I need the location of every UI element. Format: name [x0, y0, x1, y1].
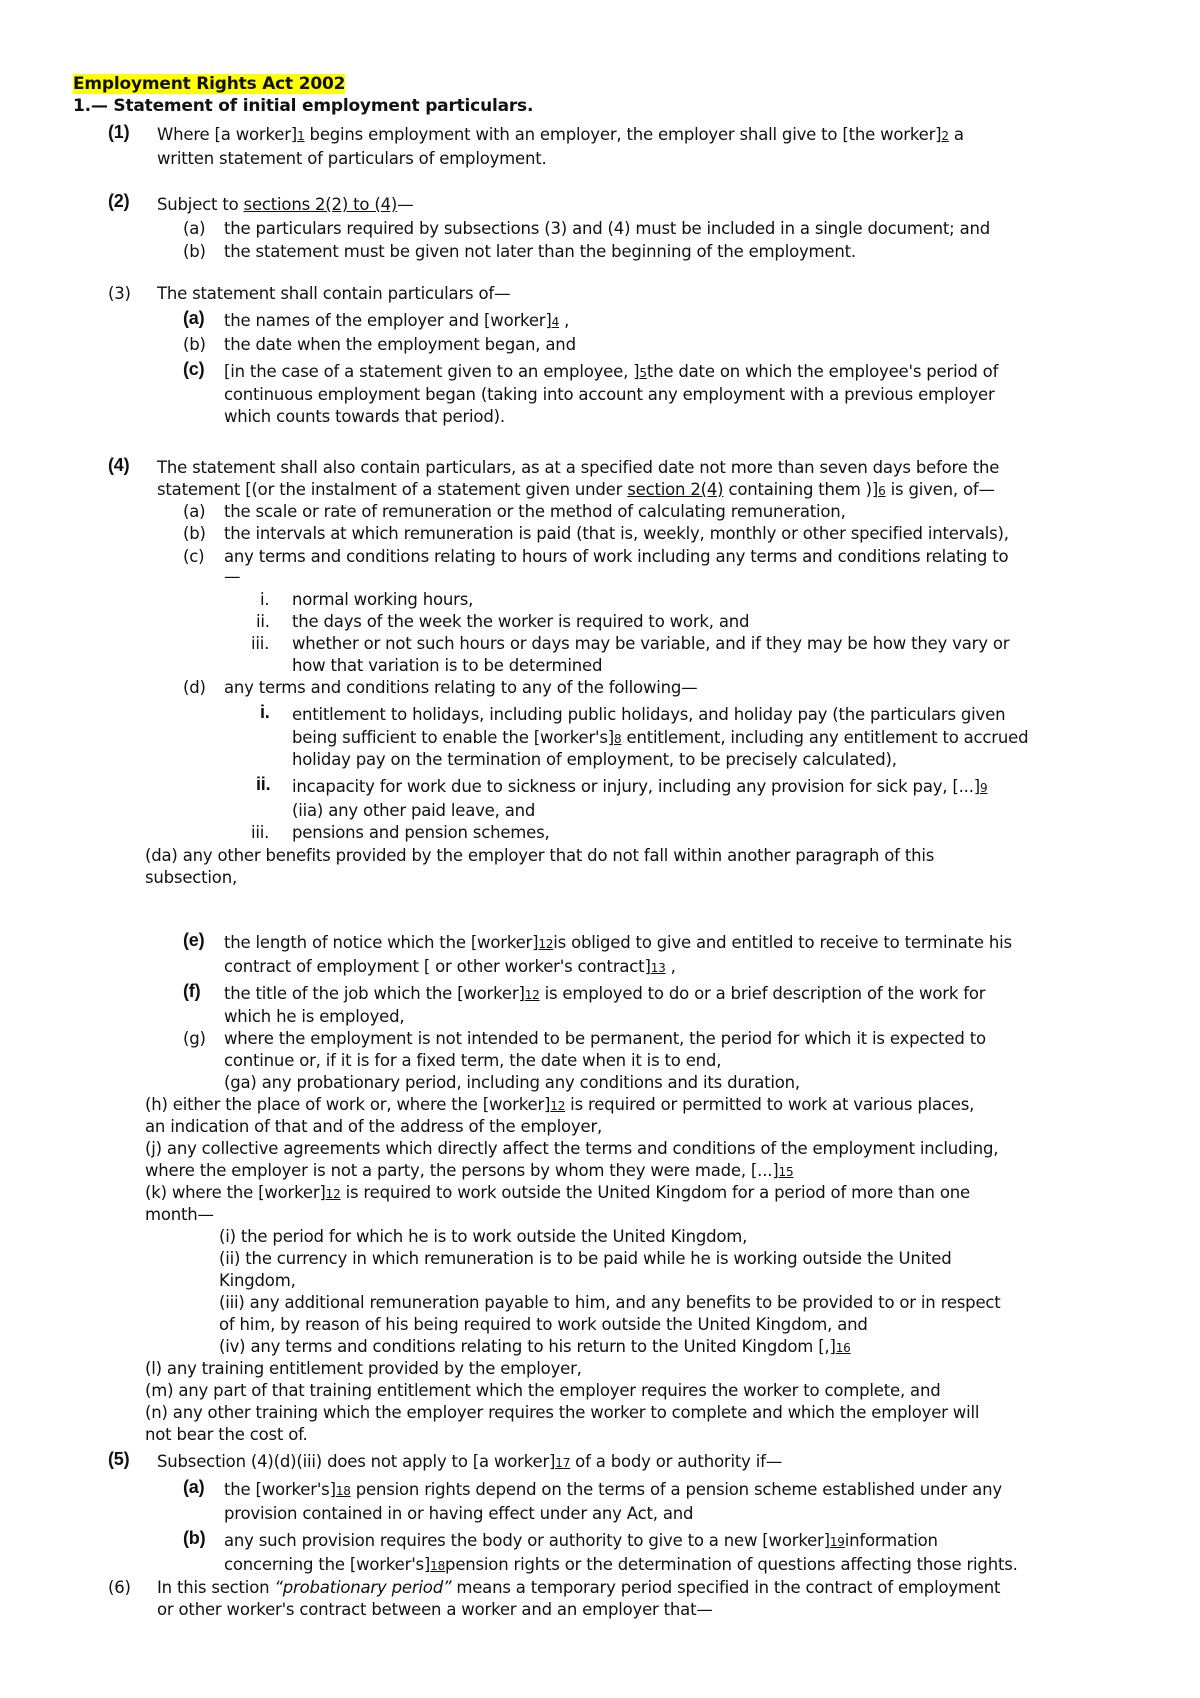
- text-line: where the employment is not intended to be permanent, the period for which it is expected to: [224, 1029, 986, 1048]
- text-line: [in the case of a statement given to an employee, ]5the date on which the employee's period of: [224, 362, 999, 381]
- text-line: the statement must be given not later than the beginning of the employment.: [224, 242, 856, 261]
- text-line: any such provision requires the body or authority to give to a new [worker]19information: [224, 1531, 938, 1550]
- text-line: Subsection (4)(d)(iii) does not apply to [a worker]17 of a body or authority if—: [157, 1452, 782, 1471]
- text-line: pensions and pension schemes,: [292, 823, 550, 842]
- text-line: —: [224, 567, 241, 586]
- text-line: normal working hours,: [292, 590, 474, 609]
- footnote-ref[interactable]: 16: [835, 1341, 851, 1355]
- item-number: iii.: [251, 634, 270, 653]
- item-number: i.: [260, 702, 270, 722]
- text-line: the [worker's]18 pension rights depend on the terms of a pension scheme established under any: [224, 1480, 1002, 1499]
- text-line: being sufficient to enable the [worker's]8 entitlement, including any entitlement to accrued: [292, 728, 1029, 747]
- text-line: (k) where the [worker]12 is required to work outside the United Kingdom for a period of more than one: [145, 1183, 970, 1202]
- document-title: Employment Rights Act 2002: [73, 74, 346, 94]
- subsection-number: (1): [108, 122, 130, 142]
- defined-term: “probationary period”: [274, 1578, 452, 1597]
- text-line: Subject to sections 2(2) to (4)—: [157, 195, 414, 214]
- item-number: ii.: [256, 774, 271, 794]
- text-line: provision contained in or having effect under any Act, and: [224, 1504, 694, 1523]
- text-line: month—: [145, 1205, 214, 1224]
- item-number: (a): [183, 1477, 205, 1497]
- text-line: subsection,: [145, 868, 237, 887]
- footnote-ref[interactable]: 17: [555, 1456, 571, 1470]
- subsection-number: (6): [108, 1578, 131, 1597]
- text-line: (ii) the currency in which remuneration is to be paid while he is working outside the United: [219, 1249, 952, 1268]
- text-line: of him, by reason of his being required to work outside the United Kingdom, and: [219, 1315, 868, 1334]
- text-line: Where [a worker]1 begins employment with an employer, the employer shall give to [the worker]2 a: [157, 125, 964, 144]
- item-number: (a): [183, 219, 206, 238]
- footnote-ref[interactable]: 6: [878, 484, 886, 498]
- footnote-ref[interactable]: 18: [335, 1484, 351, 1498]
- text-line: an indication of that and of the address of the employer,: [145, 1117, 603, 1136]
- text-line: The statement shall contain particulars of—: [157, 284, 511, 303]
- subsection-number: (5): [108, 1449, 130, 1469]
- section-link[interactable]: section 2(4): [627, 480, 724, 499]
- item-number: (c): [183, 547, 205, 566]
- text-line: Kingdom,: [219, 1271, 296, 1290]
- text-line: (l) any training entitlement provided by the employer,: [145, 1359, 582, 1378]
- subsection-number: (4): [108, 455, 130, 475]
- text-line: incapacity for work due to sickness or injury, including any provision for sick pay, [...]9: [292, 777, 988, 796]
- text-line: not bear the cost of.: [145, 1425, 308, 1444]
- footnote-ref[interactable]: 4: [551, 315, 560, 329]
- text-line: (iia) any other paid leave, and: [292, 801, 536, 820]
- item-number: (b): [183, 1528, 206, 1548]
- text-line: which he is employed,: [224, 1007, 405, 1026]
- text-line: written statement of particulars of employment.: [157, 149, 547, 168]
- footnote-ref[interactable]: 12: [325, 1187, 341, 1201]
- item-number: (e): [183, 930, 205, 950]
- section-heading: 1.— Statement of initial employment particulars.: [73, 96, 534, 116]
- text-line: (h) either the place of work or, where the [worker]12 is required or permitted to work at various places,: [145, 1095, 975, 1114]
- item-number: i.: [260, 590, 270, 609]
- text-line: whether or not such hours or days may be variable, and if they may be how they vary or: [292, 634, 1010, 653]
- section-link[interactable]: sections 2(2) to (4): [243, 195, 398, 214]
- footnote-ref[interactable]: 18: [430, 1559, 446, 1573]
- text-line: statement [(or the instalment of a statement given under section 2(4) containing them )]6 is given, of—: [157, 480, 995, 499]
- text-line: the scale or rate of remuneration or the method of calculating remuneration,: [224, 502, 846, 521]
- subsection-number: (3): [108, 284, 131, 303]
- item-number: (f): [183, 981, 201, 1001]
- text-line: (i) the period for which he is to work outside the United Kingdom,: [219, 1227, 748, 1246]
- footnote-ref[interactable]: 15: [778, 1165, 794, 1179]
- text-line: the length of notice which the [worker]12is obliged to give and entitled to receive to terminate his: [224, 933, 1012, 952]
- item-number: (b): [183, 242, 206, 261]
- item-number: iii.: [251, 823, 270, 842]
- item-number: ii.: [256, 612, 270, 631]
- footnote-ref[interactable]: 12: [524, 988, 540, 1002]
- item-number: (g): [183, 1029, 206, 1048]
- footnote-ref[interactable]: 12: [538, 937, 554, 951]
- text-line: (m) any part of that training entitlement which the employer requires the worker to complete, and: [145, 1381, 941, 1400]
- text-line: the title of the job which the [worker]12 is employed to do or a brief description of the work for: [224, 984, 986, 1003]
- footnote-ref[interactable]: 13: [650, 961, 666, 975]
- item-number: (c): [183, 359, 205, 379]
- footnote-ref[interactable]: 1: [297, 129, 305, 143]
- text-line: concerning the [worker's]18pension rights or the determination of questions affecting those rights.: [224, 1555, 1018, 1574]
- item-number: (a): [183, 502, 206, 521]
- text-line: where the employer is not a party, the persons by whom they were made, [...]15: [145, 1161, 794, 1180]
- footnote-ref[interactable]: 2: [941, 129, 949, 143]
- text-line: (da) any other benefits provided by the employer that do not fall within another paragraph of this: [145, 846, 935, 865]
- text-line: entitlement to holidays, including public holidays, and holiday pay (the particulars given: [292, 705, 1006, 724]
- text-line: the particulars required by subsections (3) and (4) must be included in a single document; and: [224, 219, 991, 238]
- text-line: the days of the week the worker is required to work, and: [292, 612, 750, 631]
- text-line: holiday pay on the termination of employment, to be precisely calculated),: [292, 750, 897, 769]
- footnote-ref[interactable]: 19: [829, 1535, 845, 1549]
- text-line: (ga) any probationary period, including any conditions and its duration,: [224, 1073, 800, 1092]
- text-line: the names of the employer and [worker]4 ,: [224, 311, 570, 330]
- item-number: (b): [183, 524, 206, 543]
- text-line: the date when the employment began, and: [224, 335, 576, 354]
- footnote-ref[interactable]: 12: [550, 1099, 566, 1113]
- text-line: which counts towards that period).: [224, 407, 505, 426]
- subsection-number: (2): [108, 191, 130, 211]
- text-line: how that variation is to be determined: [292, 656, 603, 675]
- text-line: or other worker's contract between a worker and an employer that—: [157, 1600, 713, 1619]
- text-line: contract of employment [ or other worker's contract]13 ,: [224, 957, 676, 976]
- text-line: any terms and conditions relating to hours of work including any terms and conditions relating to: [224, 547, 1009, 566]
- text-line: (iii) any additional remuneration payable to him, and any benefits to be provided to or in respect: [219, 1293, 1001, 1312]
- item-number: (d): [183, 678, 206, 697]
- text-line: continue or, if it is for a fixed term, the date when it is to end,: [224, 1051, 722, 1070]
- text-line: any terms and conditions relating to any of the following—: [224, 678, 698, 697]
- text-line: In this section “probationary period” means a temporary period specified in the contract of employment: [157, 1578, 1001, 1597]
- text-line: (iv) any terms and conditions relating to his return to the United Kingdom [,]16: [219, 1337, 851, 1356]
- item-number: (a): [183, 308, 205, 328]
- text-line: the intervals at which remuneration is paid (that is, weekly, monthly or other specified intervals),: [224, 524, 1009, 543]
- text-line: The statement shall also contain particulars, as at a specified date not more than seven days before the: [157, 458, 1000, 477]
- footnote-ref[interactable]: 8: [614, 732, 622, 746]
- text-line: continuous employment began (taking into account any employment with a previous employer: [224, 385, 995, 404]
- text-line: (j) any collective agreements which directly affect the terms and conditions of the employment including,: [145, 1139, 999, 1158]
- footnote-ref[interactable]: 9: [980, 781, 988, 795]
- item-number: (b): [183, 335, 206, 354]
- footnote-ref[interactable]: 5: [639, 366, 647, 380]
- text-line: (n) any other training which the employer requires the worker to complete and which the employer will: [145, 1403, 980, 1422]
